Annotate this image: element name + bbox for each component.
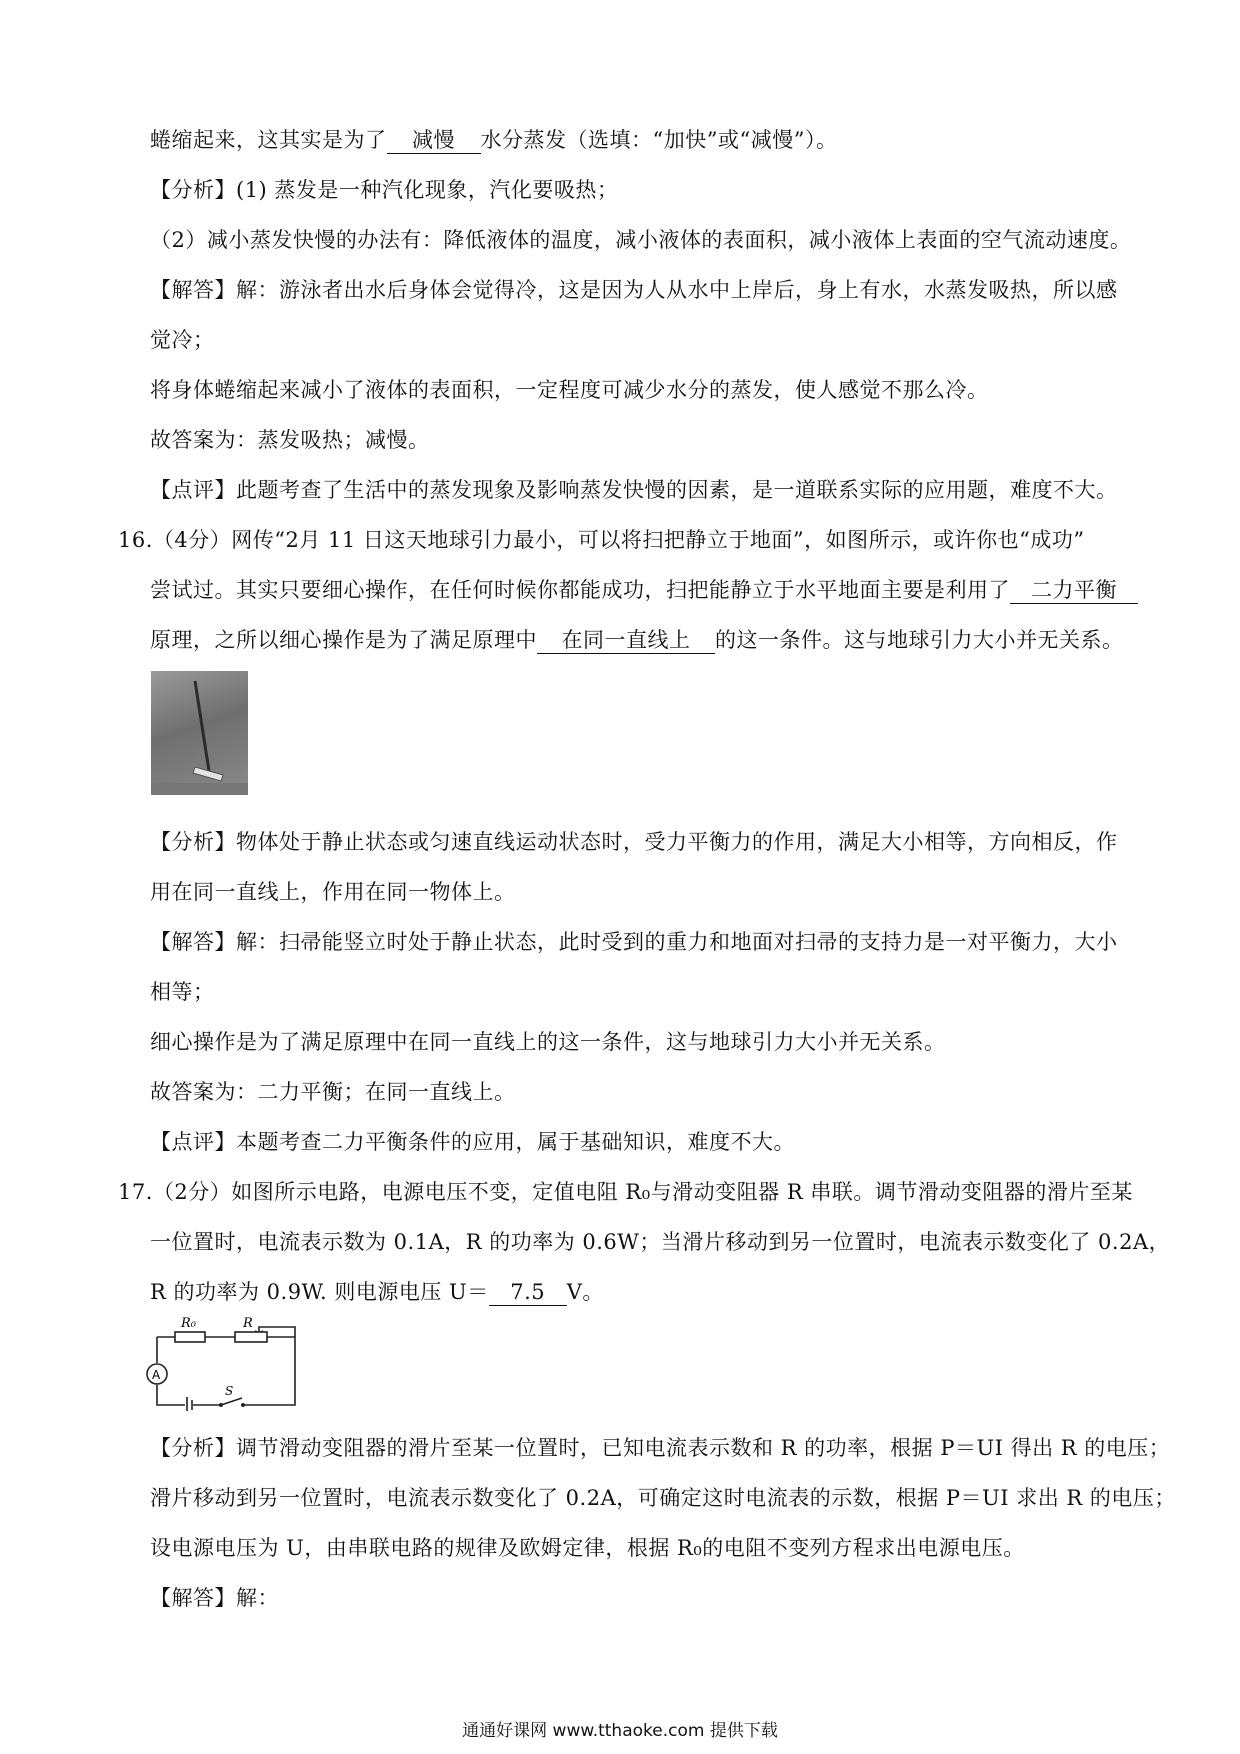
q16-text-pre-2: 原理，之所以细心操作是为了满足原理中 <box>150 628 537 652</box>
q17-analysis-1: 【分析】调节滑动变阻器的滑片至某一位置时，已知电流表示数和 R 的功率，根据 P＝UI 得出 R 的电压； <box>150 1436 1171 1460</box>
q17-text-post: V。 <box>566 1280 604 1304</box>
q15-text-post: 水分蒸发（选填：“加快”或“减慢”）。 <box>480 128 838 152</box>
q17-line-3 <box>150 1277 604 1307</box>
q15-comment: 【点评】此题考查了生活中的蒸发现象及影响蒸发快慢的因素，是一道联系实际的应用题，难度不大。 <box>150 478 1118 502</box>
q15-solution-3: 将身体蜷缩起来减小了液体的表面积，一定程度可减少水分的蒸发，使人感觉不那么冷。 <box>150 378 989 402</box>
label-r: R <box>243 1316 253 1331</box>
q17-solution-1: 【解答】解： <box>150 1586 279 1610</box>
q15-text-pre: 蜷缩起来，这其实是为了 <box>150 128 387 152</box>
q17-answer-blank: 7.5 <box>489 1279 567 1306</box>
q15-solution-1: 【解答】解：游泳者出水后身体会觉得冷，这是因为人从水中上岸后，身上有水，水蒸发吸热，所以感 <box>150 278 1118 302</box>
q17-analysis-2: 滑片移动到另一位置时，电流表示数变化了 0.2A，可确定这时电流表的示数，根据 P＝UI 求出 R 的电压； <box>150 1486 1176 1510</box>
q15-answer-blank: 减慢 <box>387 127 481 154</box>
q15-solution-2: 觉冷； <box>150 328 215 352</box>
q17-line-1: 17.（2分）如图所示电路，电源电压不变，定值电阻 R₀与滑动变阻器 R 串联。调节滑动变阻器的滑片至某 <box>118 1180 1133 1204</box>
q17-text-pre: R 的功率为 0.9W. 则电源电压 U＝ <box>150 1280 489 1304</box>
q16-final-answer: 故答案为：二力平衡；在同一直线上。 <box>150 1080 516 1104</box>
resistor-r0 <box>175 1332 205 1342</box>
q16-solution-1: 【解答】解：扫帚能竖立时处于静止状态，此时受到的重力和地面对扫帚的支持力是一对平衡力，大小 <box>150 930 1118 954</box>
q15-line-1 <box>150 125 837 155</box>
q16-text-pre: 尝试过。其实只要细心操作，在任何时候你都能成功，扫把能静立于水平地面主要是利用了 <box>150 578 1010 602</box>
q16-solution-3: 细心操作是为了满足原理中在同一直线上的这一条件，这与地球引力大小并无关系。 <box>150 1030 946 1054</box>
q16-answer-blank-2: 在同一直线上 <box>537 627 715 654</box>
q16-text-post: 的这一条件。这与地球引力大小并无关系。 <box>715 628 1124 652</box>
q16-analysis-1: 【分析】物体处于静止状态或匀速直线运动状态时，受力平衡力的作用，满足大小相等，方向相反，作 <box>150 830 1118 854</box>
q17-line-2: 一位置时，电流表示数为 0.1A，R 的功率为 0.6W；当滑片移动到另一位置时，电流表示数变化了 0.2A， <box>150 1230 1171 1254</box>
label-r0: R₀ <box>181 1316 196 1331</box>
q16-line-2 <box>150 575 1138 605</box>
q16-solution-2: 相等； <box>150 980 215 1004</box>
q16-line-1: 16.（4分）网传“2月 11 日这天地球引力最小，可以将扫把静立于地面”，如图所示，或许你也“成功” <box>118 528 1085 552</box>
broom-photo <box>151 671 248 795</box>
circuit-diagram <box>145 1311 305 1411</box>
q15-final-answer: 故答案为：蒸发吸热；减慢。 <box>150 428 430 452</box>
q15-analysis-1: 【分析】(1) 蒸发是一种汽化现象，汽化要吸热； <box>150 178 619 202</box>
page-footer: 通通好课网 www.tthaoke.com 提供下载 <box>462 1721 778 1741</box>
q16-comment: 【点评】本题考查二力平衡条件的应用，属于基础知识，难度不大。 <box>150 1130 795 1154</box>
label-switch: S <box>225 1384 234 1398</box>
rheostat-r <box>235 1332 267 1342</box>
q17-analysis-3: 设电源电压为 U，由串联电路的规律及欧姆定律，根据 R₀的电阻不变列方程求出电源电压。 <box>150 1536 1025 1560</box>
q15-analysis-2: （2）减小蒸发快慢的办法有：降低液体的温度，减小液体的表面积，减小液体上表面的空气流动速度。 <box>150 228 1132 252</box>
broom-icon <box>151 671 248 795</box>
q16-analysis-2: 用在同一直线上，作用在同一物体上。 <box>150 880 516 904</box>
q16-line-3 <box>150 625 1124 655</box>
label-ammeter: A <box>152 1368 161 1382</box>
q16-answer-blank-1: 二力平衡 <box>1010 577 1138 604</box>
